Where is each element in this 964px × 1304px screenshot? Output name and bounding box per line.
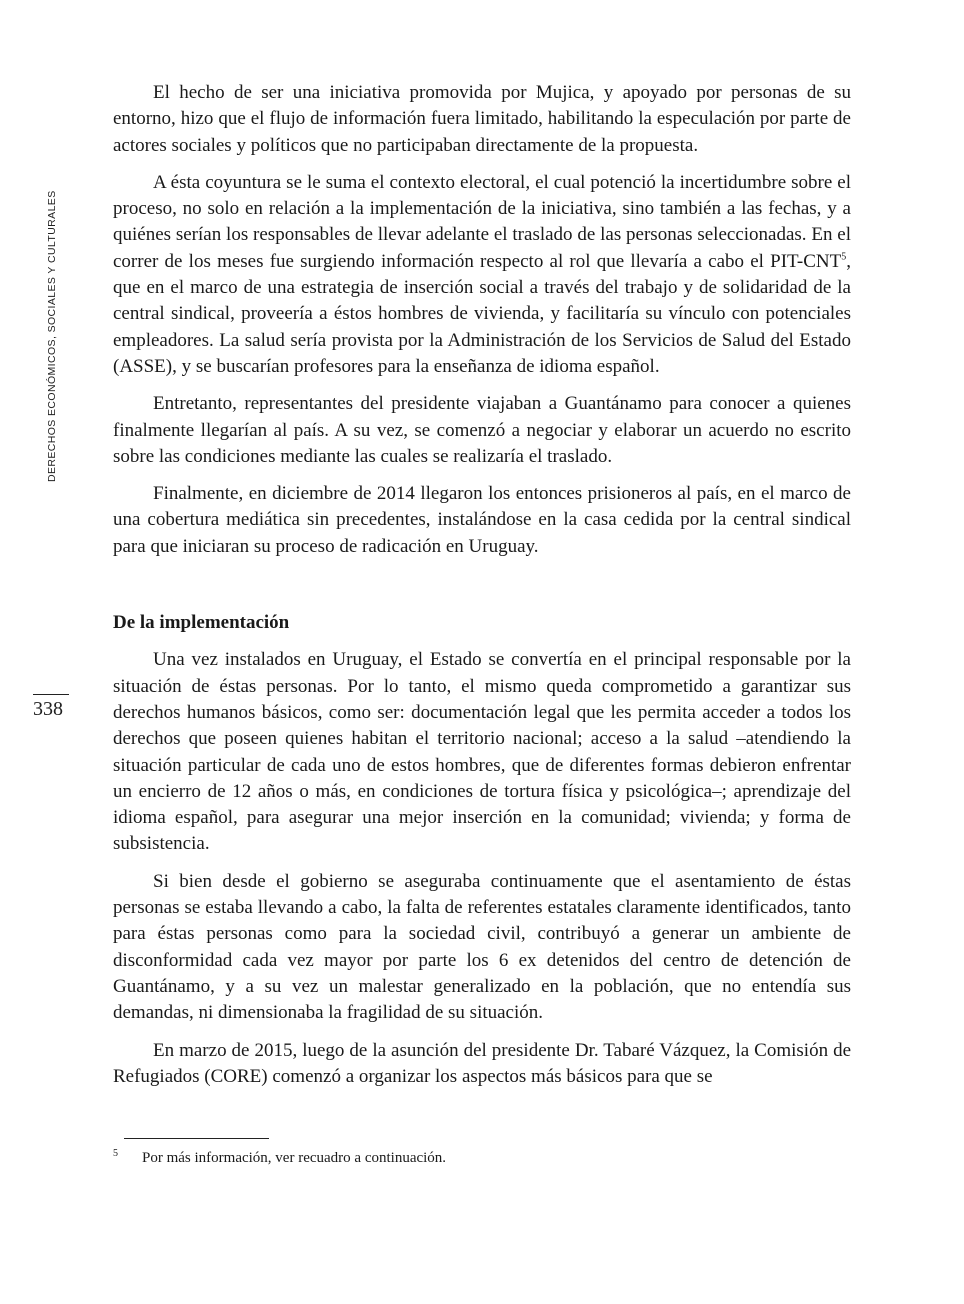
footnote-reference: 5 bbox=[841, 251, 847, 263]
footnote-mark: 5 bbox=[113, 1148, 118, 1159]
body-text bbox=[113, 80, 851, 1101]
page-number: 338 bbox=[33, 698, 63, 720]
paragraph-4: Finalmente, en diciembre de 2014 llegaron los entonces prisioneros al país, en el marco de una cobertura mediática sin precedentes, instalándose en la casa cedida por la central sindical para que iniciaran su proceso de radicación en Uruguay. bbox=[113, 483, 851, 557]
page-number-rule bbox=[33, 694, 69, 695]
paragraph-7: En marzo de 2015, luego de la asunción del presidente Dr. Tabaré Vázquez, la Comisión de Refugiados (CORE) comenzó a organizar los aspectos más básicos para que se bbox=[113, 1039, 851, 1087]
paragraph-3: Entretanto, representantes del presidente viajaban a Guantánamo para conocer a quienes finalmente llegarían al país. A su vez, se comenzó a negociar y elaborar un acuerdo no escrito sobre las condiciones mediante las cuales se realizaría el traslado. bbox=[113, 393, 851, 467]
section-heading: De la implementación bbox=[113, 612, 290, 634]
running-head: DERECHOS ECONÓMICOS, SOCIALES Y CULTURALES bbox=[46, 190, 58, 482]
paragraph-1: El hecho de ser una iniciativa promovida por Mujica, y apoyado por personas de su entorno, hizo que el flujo de información fuera limitado, habilitando la especulación por parte de actores sociales y políticos que no participaban directamente de la propuesta. bbox=[113, 82, 851, 156]
paragraph-2-text-end: , que en el marco de una estrategia de inserción social a través del trabajo y de solidaridad de la central sindical, proveería a éstos hombres de vivienda, y facilitaría su vínculo con potenciales empleadores. La salud sería provista por la Administración de los Servicios de Salud del Estado (ASSE), y se buscarían profesores para la enseñanza de idioma español. bbox=[113, 250, 851, 377]
paragraph-5: Una vez instalados en Uruguay, el Estado se convertía en el principal responsable por la situación de éstas personas. Por lo tanto, el mismo queda comprometido a garantizar sus derechos humanos básicos, como ser: documentación legal que les permita acceder a todos los derechos que poseen quienes habitan el territorio nacional; acceso a la salud –atendiendo la situación particular de cada uno de estos hombres, que de diferentes formas debieron enfrentar un encierro de 12 años o más, en condiciones de tortura física y psicológica–; aprendizaje del idioma español, para asegurar una mejor inserción en la comunidad; vivienda; y forma de subsistencia. bbox=[113, 649, 851, 855]
footnote-rule bbox=[124, 1138, 269, 1139]
paragraph-2 bbox=[113, 170, 851, 380]
paragraph-2-text-start: A ésta coyuntura se le suma el contexto electoral, el cual potenció la incertidumbre sobre el proceso, no solo en relación a la implementación de la iniciativa, sino también a las fechas, y a quiénes serían los responsables de llevar adelante el traslado de las personas seleccionadas. En el correr de los meses fue surgiendo información respecto al rol que llevaría a cabo el PIT-CNT bbox=[113, 171, 851, 272]
footnote bbox=[113, 1148, 853, 1168]
paragraph-6: Si bien desde el gobierno se aseguraba continuamente que el asentamiento de éstas personas se estaba llevando a cabo, la falta de referentes estatales claramente identificados, tanto para éstas personas como para la sociedad civil, contribuyó a generar un ambiente de disconformidad cada vez mayor por parte los 6 ex detenidos del centro de detención de Guantánamo, y a su vez un malestar generalizado en la población, que no entendía sus demandas, ni dimensionaba la fragilidad de su situación. bbox=[113, 870, 851, 1024]
footnote-text: Por más información, ver recuadro a continuación. bbox=[142, 1150, 447, 1166]
